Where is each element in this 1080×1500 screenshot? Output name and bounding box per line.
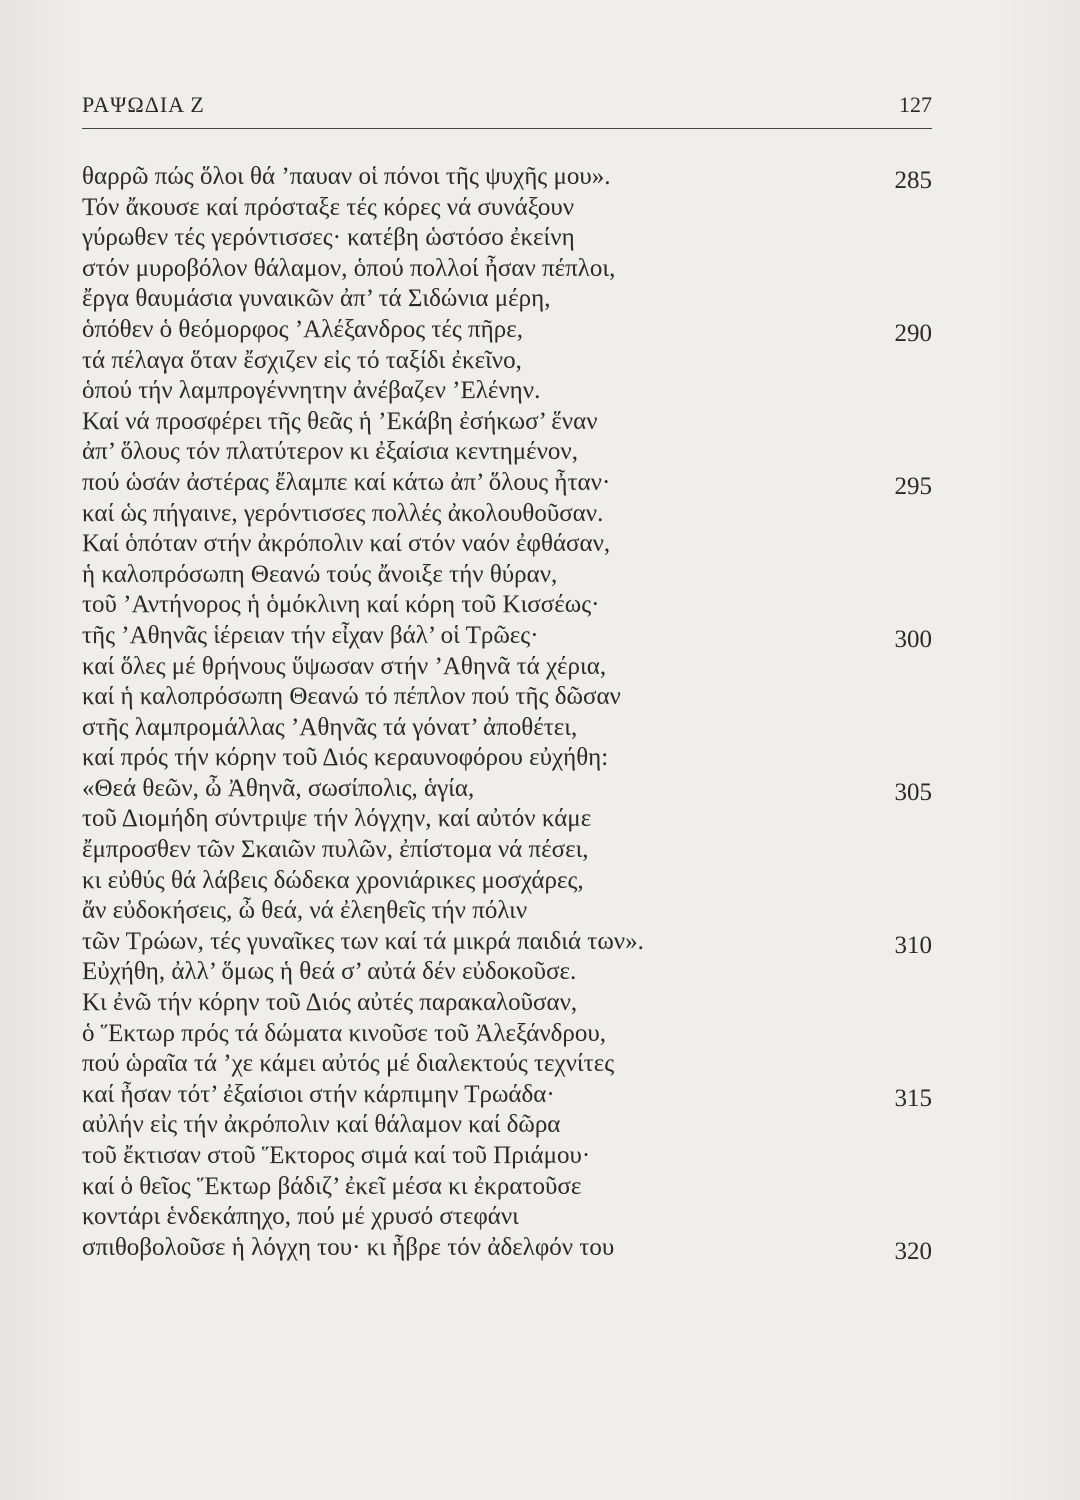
verse-line	[82, 774, 932, 805]
verse-line-text: στόν μυροβόλον θάλαμον, ὁπού πολλοί ἦσαν πέπλοι,	[82, 254, 616, 282]
verse-line	[82, 1019, 932, 1050]
verse-line	[82, 346, 932, 377]
verse-line	[82, 529, 932, 560]
line-number: 300	[894, 625, 932, 653]
verse-line-text: Εὐχήθη, ἀλλ’ ὅμως ἡ θεά σ’ αὐτά δέν εὐδοκοῦσε.	[82, 958, 577, 986]
verse-line-text: καί ὁ θεῖος Ἕκτωρ βάδιζ’ ἐκεῖ μέσα κι ἐκρατοῦσε	[82, 1172, 582, 1200]
verse-line-text: Τόν ἄκουσε καί πρόσταξε τές κόρες νά συνάξουν	[82, 193, 575, 221]
verse-line	[82, 927, 932, 958]
verse-line	[82, 499, 932, 530]
verse-line-text: σπιθοβολοῦσε ἡ λόγχη του· κι ἦβρε τόν ἀδελφόν του	[82, 1233, 615, 1261]
verse-line-text: στῆς λαμπρομάλλας ’Αθηνᾶς τά γόνατ’ ἀποθέτει,	[82, 713, 578, 741]
verse-line	[82, 162, 932, 193]
verse-line	[82, 1141, 932, 1172]
verse-line	[82, 193, 932, 224]
verse-line-text: Κι ἐνῶ τήν κόρην τοῦ Διός αὐτές παρακαλοῦσαν,	[82, 989, 578, 1017]
line-number: 295	[894, 472, 932, 500]
verse-line-text: τά πέλαγα ὅταν ἔσχιζεν εἰς τό ταξίδι ἐκεῖνο,	[82, 346, 522, 374]
verse-line-text: αὐλήν εἰς τήν ἀκρόπολιν καί θάλαμον καί δῶρα	[82, 1111, 561, 1139]
verse-line	[82, 988, 932, 1019]
verse-line-text: ὁπόθεν ὁ θεόμορφος ’Αλέξανδρος τές πῆρε,	[82, 315, 523, 343]
verse-line-text: τῆς ’Αθηνᾶς ἱέρειαν τήν εἶχαν βάλ’ οἱ Τρῶες·	[82, 621, 539, 649]
verse-line-text: καί ἡ καλοπρόσωπη Θεανώ τό πέπλον πού τῆς δῶσαν	[82, 683, 621, 711]
verse-line-text: ἀπ’ ὅλους τόν πλατύτερον κι ἐξαίσια κεντημένον,	[82, 438, 578, 466]
verse-line-text: ἔργα θαυμάσια γυναικῶν ἀπ’ τά Σιδώνια μέρη,	[82, 285, 551, 313]
verse-line	[82, 1049, 932, 1080]
verse-line-text: τοῦ Διομήδη σύντριψε τήν λόγχην, καί αὐτόν κάμε	[82, 805, 592, 833]
verse-line-text: ἄν εὐδοκήσεις, ὦ θεά, νά ἐλεηθεῖς τήν πόλιν	[82, 897, 528, 925]
verse-line-text: «Θεά θεῶν, ὦ Ἀθηνᾶ, σωσίπολις, ἁγία,	[82, 774, 475, 802]
verse-line	[82, 957, 932, 988]
verse-line	[82, 896, 932, 927]
verse-line	[82, 1233, 932, 1264]
verse-line	[82, 1202, 932, 1233]
verse-line	[82, 682, 932, 713]
verse-line	[82, 376, 932, 407]
verse-line-text: ἡ καλοπρόσωπη Θεανώ τούς ἄνοιξε τήν θύραν,	[82, 560, 558, 588]
line-number: 305	[894, 778, 932, 806]
verse-line	[82, 743, 932, 774]
verse-line	[82, 468, 932, 499]
verse-line-text: ὁπού τήν λαμπρογέννητην ἀνέβαζεν ’Ελένην.	[82, 377, 541, 405]
verse-line-text: γύρωθεν τές γερόντισσες· κατέβη ὡστόσο ἐκείνη	[82, 224, 575, 252]
verse-line	[82, 866, 932, 897]
verse-line	[82, 713, 932, 744]
verse-line-text: τοῦ ἔκτισαν στοῦ Ἕκτορος σιμά καί τοῦ Πριάμου·	[82, 1142, 591, 1169]
running-header	[82, 92, 932, 129]
verse-line	[82, 652, 932, 683]
verse-line-text: πού ὡσάν ἀστέρας ἔλαμπε καί κάτω ἀπ’ ὅλους ἦταν·	[82, 468, 611, 496]
verse-line	[82, 437, 932, 468]
verse-line	[82, 407, 932, 438]
verse-line-text: θαρρῶ πώς ὅλοι θά ’παυαν οἱ πόνοι τῆς ψυχῆς μου».	[82, 163, 611, 190]
line-number: 285	[894, 167, 932, 194]
verse-line	[82, 1080, 932, 1111]
verse-line-text: ὁ Ἕκτωρ πρός τά δώματα κινοῦσε τοῦ Ἀλεξάνδρου,	[82, 1019, 607, 1047]
line-number: 315	[894, 1084, 932, 1112]
verse-line	[82, 835, 932, 866]
verse-line	[82, 1110, 932, 1141]
verse-line	[82, 223, 932, 254]
line-number: 290	[894, 319, 932, 347]
verse-line	[82, 284, 932, 315]
verse-line-text: κι εὐθύς θά λάβεις δώδεκα χρονιάρικες μοσχάρες,	[82, 866, 584, 894]
line-number: 310	[894, 931, 932, 959]
verse-line-text: πού ὡραῖα τά ’χε κάμει αὐτός μέ διαλεκτούς τεχνίτες	[82, 1050, 615, 1078]
verse-text	[82, 162, 932, 1263]
verse-line	[82, 1172, 932, 1203]
verse-line	[82, 590, 932, 621]
verse-line	[82, 621, 932, 652]
verse-line	[82, 804, 932, 835]
verse-line-text: κοντάρι ἑνδεκάπηχο, πού μέ χρυσό στεφάνι	[82, 1203, 519, 1231]
verse-line	[82, 254, 932, 285]
page-number: 127	[899, 92, 932, 117]
verse-line-text: τοῦ ’Αντήνορος ἡ ὁμόκλινη καί κόρη τοῦ Κισσέως·	[82, 591, 600, 619]
verse-line-text: καί ὅλες μέ θρήνους ὕψωσαν στήν ’Αθηνᾶ τά χέρια,	[82, 652, 607, 680]
verse-line-text: ἔμπροσθεν τῶν Σκαιῶν πυλῶν, ἐπίστομα νά πέσει,	[82, 836, 589, 864]
verse-line-text: καί ἦσαν τότ’ ἐξαίσιοι στήν κάρπιμην Τρωάδα·	[82, 1080, 555, 1108]
line-number: 320	[894, 1237, 932, 1265]
verse-line-text: καί ὡς πήγαινε, γερόντισσες πολλές ἀκολουθοῦσαν.	[82, 499, 604, 527]
verse-line-text: τῶν Τρώων, τές γυναῖκες των καί τά μικρά παιδιά των».	[82, 927, 644, 955]
book-title: ΡΑΨΩΔΙΑ Ζ	[82, 92, 205, 117]
verse-line-text: Καί ὁπόταν στήν ἀκρόπολιν καί στόν ναόν ἐφθάσαν,	[82, 530, 611, 558]
verse-line	[82, 315, 932, 346]
verse-line-text: καί πρός τήν κόρην τοῦ Διός κεραυνοφόρου εὐχήθη:	[82, 744, 609, 772]
verse-line-text: Καί νά προσφέρει τῆς θεᾶς ἡ ’Εκάβη ἐσήκωσ’ ἕναν	[82, 407, 598, 435]
verse-line	[82, 560, 932, 591]
